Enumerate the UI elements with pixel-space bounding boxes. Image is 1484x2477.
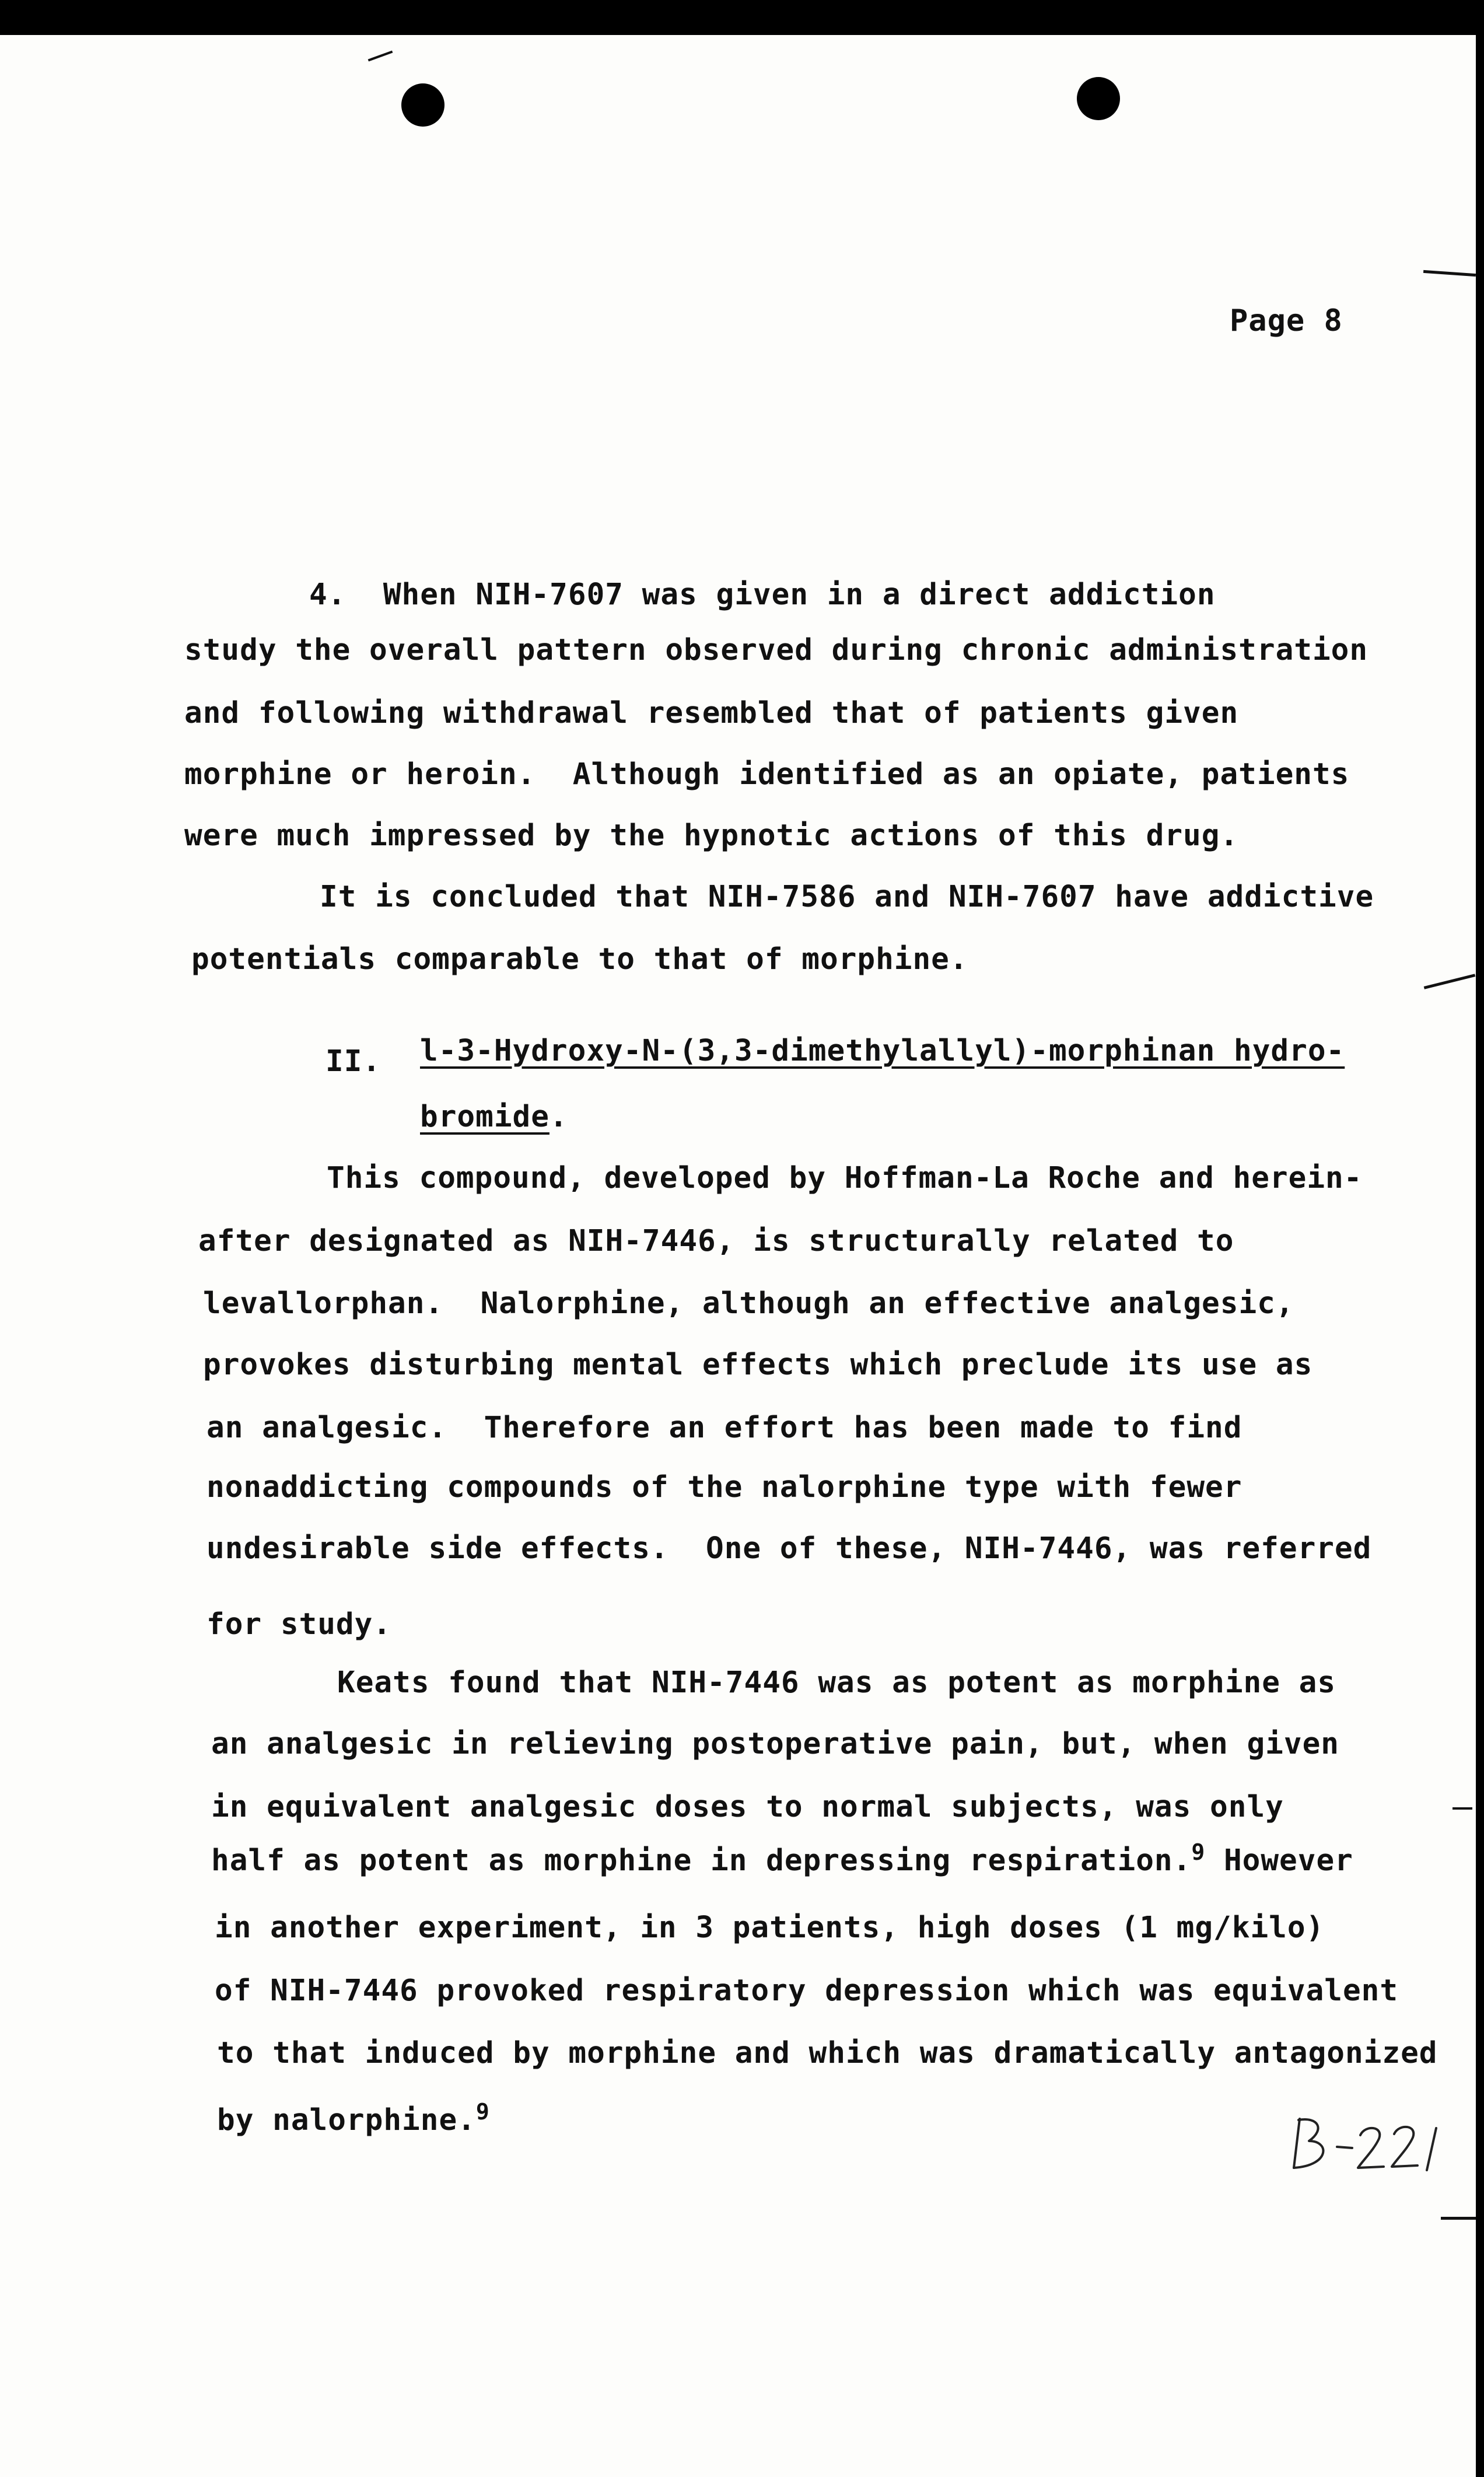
keats-paragraph-line: Keats found that NIH-7446 was as potent as morphine as (337, 1666, 1336, 1700)
footnote-ref: 9 (475, 2099, 490, 2125)
handwritten-note-b-221 (1283, 2112, 1458, 2176)
keats-paragraph-line: in equivalent analgesic doses to normal subjects, was only (211, 1790, 1284, 1824)
paragraph-4-line: study the overall pattern observed during chronic administration (184, 633, 1368, 667)
keats-paragraph-line: to that induced by morphine and which was dramatically antagonized (217, 2036, 1438, 2070)
page-number: Page 8 (1230, 303, 1343, 338)
keats-paragraph-line: in another experiment, in 3 patients, high doses (1 mg/kilo) (215, 1911, 1325, 1945)
paragraph-4-line: morphine or heroin. Although identified as an opiate, patients (184, 757, 1350, 792)
paragraph-4-line: were much impressed by the hypnotic actions of this drug. (184, 818, 1239, 853)
compound-paragraph-line: levallorphan. Nalorphine, although an effective analgesic, (203, 1286, 1294, 1321)
scan-mark (1441, 2217, 1476, 2220)
keats-paragraph-line: of NIH-7446 provoked respiratory depression which was equivalent (215, 1974, 1399, 2008)
scan-mark (1452, 1807, 1472, 1810)
compound-paragraph-line: undesirable side effects. One of these, NIH-7446, was referred (206, 1531, 1372, 1566)
compound-paragraph-line: after designated as NIH-7446, is structurally related to (198, 1224, 1234, 1258)
keats-paragraph-line: an analgesic in relieving postoperative pain, but, when given (211, 1727, 1339, 1761)
conclusion-line: potentials comparable to that of morphine. (191, 942, 968, 977)
keats-line-text: half as potent as morphine in depressing respiration. (211, 1843, 1192, 1878)
compound-paragraph-line: nonaddicting compounds of the nalorphine type with fewer (206, 1470, 1242, 1505)
section-title-continued (420, 1100, 568, 1134)
footnote-ref: 9 (1191, 1839, 1206, 1865)
paragraph-4-line: and following withdrawal resembled that of patients given (184, 696, 1239, 730)
section-number: II. (326, 1044, 382, 1079)
conclusion-line: It is concluded that NIH-7586 and NIH-7607 have addictive (320, 880, 1374, 914)
punch-hole-right (1077, 77, 1120, 120)
keats-paragraph-line (217, 2099, 490, 2137)
keats-paragraph-line (211, 1839, 1353, 1878)
section-title-part: bromide (420, 1100, 550, 1134)
keats-line-text-end: However (1205, 1843, 1353, 1878)
section-title-period: . (549, 1100, 568, 1134)
compound-paragraph-line: for study. (206, 1607, 392, 1642)
paragraph-4-line: 4. When NIH-7607 was given in a direct addiction (309, 578, 1216, 612)
compound-paragraph-line: provokes disturbing mental effects which preclude its use as (203, 1348, 1313, 1382)
compound-paragraph-line: This compound, developed by Hoffman-La Roche and herein- (327, 1161, 1363, 1195)
punch-hole-left (401, 83, 444, 127)
compound-paragraph-line: an analgesic. Therefore an effort has been made to find (206, 1411, 1242, 1445)
section-title: l-3-Hydroxy-N-(3,3-dimethylallyl)-morphinan hydro- (420, 1034, 1345, 1068)
keats-line-text: by nalorphine. (217, 2103, 476, 2137)
